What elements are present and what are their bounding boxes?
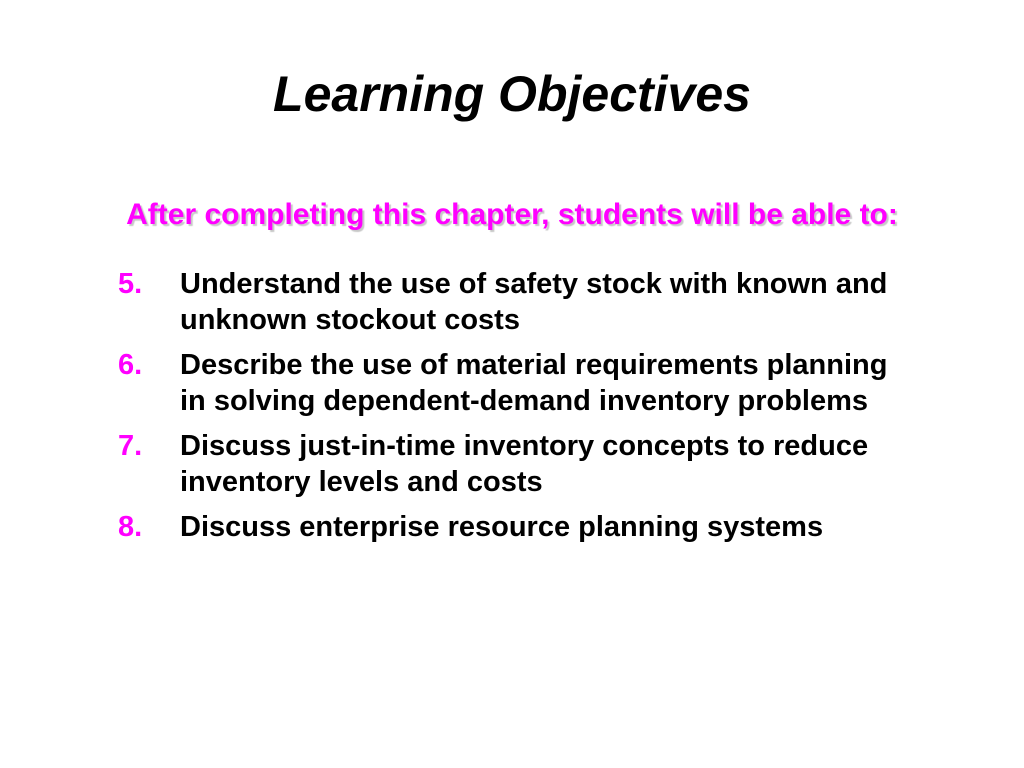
- objective-number: 8.: [118, 511, 143, 543]
- objective-item: [118, 509, 918, 545]
- objective-text: Discuss just-in-time inventory concepts to reduce inventory levels and costs: [180, 430, 869, 498]
- objectives-list: [118, 266, 918, 554]
- slide-title: Learning Objectives: [273, 66, 751, 122]
- objective-text: Understand the use of safety stock with known and unknown stockout costs: [180, 268, 888, 336]
- objective-number: 7.: [118, 430, 143, 462]
- objective-number: 5.: [118, 268, 143, 300]
- objective-item: [118, 347, 918, 419]
- objective-text: Discuss enterprise resource planning systems: [180, 511, 824, 543]
- objective-number: 6.: [118, 349, 143, 381]
- objective-item: [118, 428, 918, 500]
- objective-item: [118, 266, 918, 338]
- objective-text: Describe the use of material requirements planning in solving dependent-demand inventory problems: [180, 349, 888, 417]
- slide-subtitle: After completing this chapter, students will be able to:: [126, 198, 898, 231]
